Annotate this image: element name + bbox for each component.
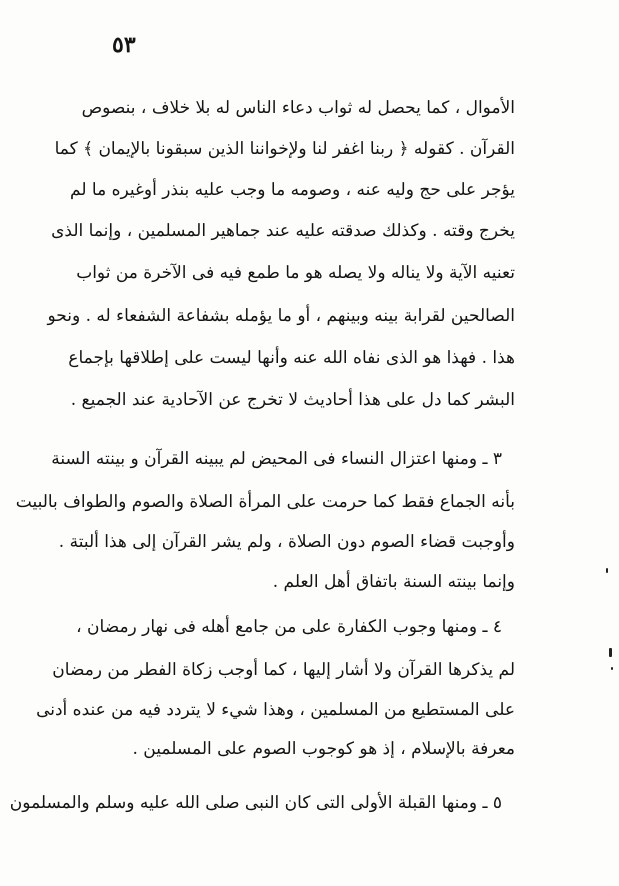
text-line: تعنيه الآية ولا يناله ولا يصله هو ما طمع فيه فى الآخرة من ثواب [76, 263, 515, 283]
text-line: وإنما بينته السنة باتفاق أهل العلم . [272, 572, 515, 592]
text-line: يخرج وقته . وكذلك صدقته عليه عند جماهير المسلمين ، وإنما الذى [51, 221, 515, 241]
text-line: معرفة بالإسلام ، إذ هو كوجوب الصوم على المسلمين . [132, 739, 515, 759]
text-line: بأنه الجماع فقط كما حرمت على المرأة الصلاة والصوم والطواف بالبيت [15, 492, 515, 512]
text-line: الصالحين لقرابة بينه وبينهم ، أو ما يؤمله بشفاعة الشفعاء له . ونحو [47, 306, 515, 326]
text-line: وأوجبت قضاء الصوم دون الصلاة ، ولم يشر القرآن إلى هذا ألبتة . [58, 532, 515, 552]
text-line: يؤجر على حج وليه عنه ، وصومه ما وجب عليه بنذر أوغيره ما لم [70, 180, 515, 200]
text-line: ٣ ـ ومنها اعتزال النساء فى المحيض لم يبينه القرآن و بينته السنة [51, 449, 502, 469]
text-line: لم يذكرها القرآن ولا أشار إليها ، كما أوجب زكاة الفطر من رمضان [52, 660, 515, 680]
text-line: القرآن . كقوله ﴿ ربنا اغفر لنا ولإخواننا الذين سبقونا بالإيمان ﴾ كما [54, 139, 515, 159]
scan-speck [606, 568, 608, 573]
scan-speck [611, 667, 613, 670]
text-line: هذا . فهذا هو الذى نفاه الله عنه وأنها ليست على إطلاقها بإجماع [68, 348, 515, 368]
text-line: ٤ ـ ومنها وجوب الكفارة على من جامع أهله فى نهار رمضان ، [76, 617, 502, 637]
scan-speck [609, 648, 612, 657]
text-line: البشر كما دل على هذا أحاديث لا تخرج عن الآحادية عند الجميع . [70, 390, 515, 410]
text-line: على المستطيع من المسلمين ، وهذا شيء لا يتردد فيه من عنده أدنى [36, 700, 515, 720]
page-number: ٥٣ [112, 32, 136, 58]
text-line: الأموال ، كما يحصل له ثواب دعاء الناس له بلا خلاف ، بنصوص [81, 98, 515, 118]
text-line: ٥ ـ ومنها القبلة الأولى التى كان النبى صلى الله عليه وسلم والمسلمون [9, 793, 502, 813]
